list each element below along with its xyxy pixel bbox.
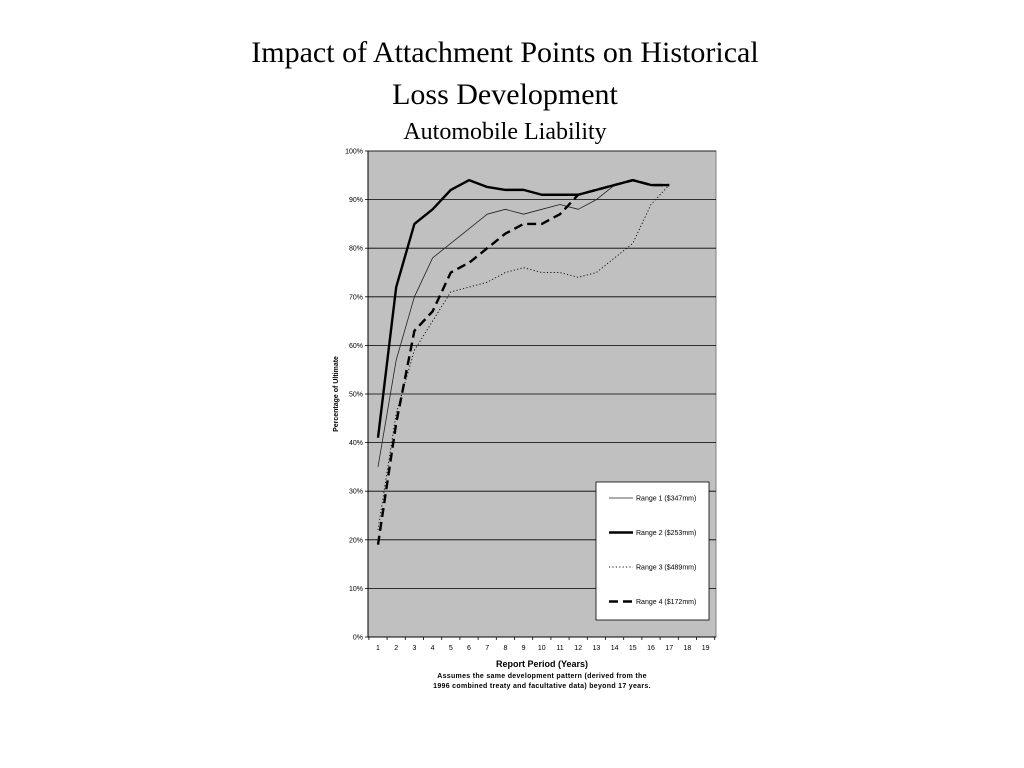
legend-label-range-4: Range 4 ($172mm) bbox=[636, 599, 697, 606]
x-tick-label: 12 bbox=[574, 645, 583, 652]
y-tick-label: 50% bbox=[348, 391, 363, 399]
x-tick-label: 15 bbox=[628, 645, 637, 652]
chart-footnote-line: Assumes the same development pattern (derived from the bbox=[437, 673, 647, 680]
x-tick-label: 17 bbox=[665, 645, 674, 652]
y-tick-label: 0% bbox=[352, 634, 363, 642]
x-tick-label: 9 bbox=[521, 645, 526, 652]
y-tick-label: 100% bbox=[345, 148, 363, 156]
y-tick-label: 20% bbox=[348, 537, 363, 545]
y-tick-label: 90% bbox=[348, 197, 363, 205]
y-axis-title: Percentage of Ultimate bbox=[333, 356, 340, 432]
y-tick-label: 70% bbox=[348, 294, 363, 302]
x-tick-label: 10 bbox=[537, 645, 546, 652]
y-tick-label: 10% bbox=[348, 585, 363, 593]
x-tick-label: 5 bbox=[448, 645, 453, 652]
chart-title-line-1: Impact of Attachment Points on Historical bbox=[251, 36, 759, 69]
x-axis-title: Report Period (Years) bbox=[495, 659, 589, 669]
x-tick-label: 1 bbox=[376, 645, 380, 652]
y-tick-label: 60% bbox=[348, 342, 363, 350]
x-tick-label: 8 bbox=[503, 645, 508, 652]
y-tick-label: 80% bbox=[348, 245, 363, 253]
x-tick-label: 7 bbox=[485, 645, 490, 652]
x-tick-label: 18 bbox=[683, 645, 692, 652]
x-tick-label: 6 bbox=[467, 645, 471, 652]
x-tick-label: 3 bbox=[412, 645, 417, 652]
x-tick-label: 19 bbox=[701, 645, 710, 652]
chart-title-line-2: Loss Development bbox=[392, 78, 618, 111]
x-tick-label: 4 bbox=[430, 645, 435, 652]
legend-label-range-1: Range 1 ($347mm) bbox=[636, 495, 697, 503]
x-tick-label: 16 bbox=[647, 645, 655, 652]
x-tick-label: 14 bbox=[610, 645, 619, 652]
y-tick-label: 40% bbox=[348, 440, 363, 448]
x-tick-label: 13 bbox=[592, 645, 601, 652]
x-tick-label: 2 bbox=[394, 645, 399, 652]
legend-label-range-3: Range 3 ($489mm) bbox=[636, 564, 697, 572]
x-tick-label: 11 bbox=[556, 645, 564, 652]
y-tick-label: 30% bbox=[348, 488, 363, 496]
legend-label-range-2: Range 2 ($253mm) bbox=[636, 530, 697, 537]
chart-subtitle: Automobile Liability bbox=[403, 119, 607, 145]
chart-footnote-line: 1996 combined treaty and facultative data) beyond 17 years. bbox=[433, 683, 651, 690]
